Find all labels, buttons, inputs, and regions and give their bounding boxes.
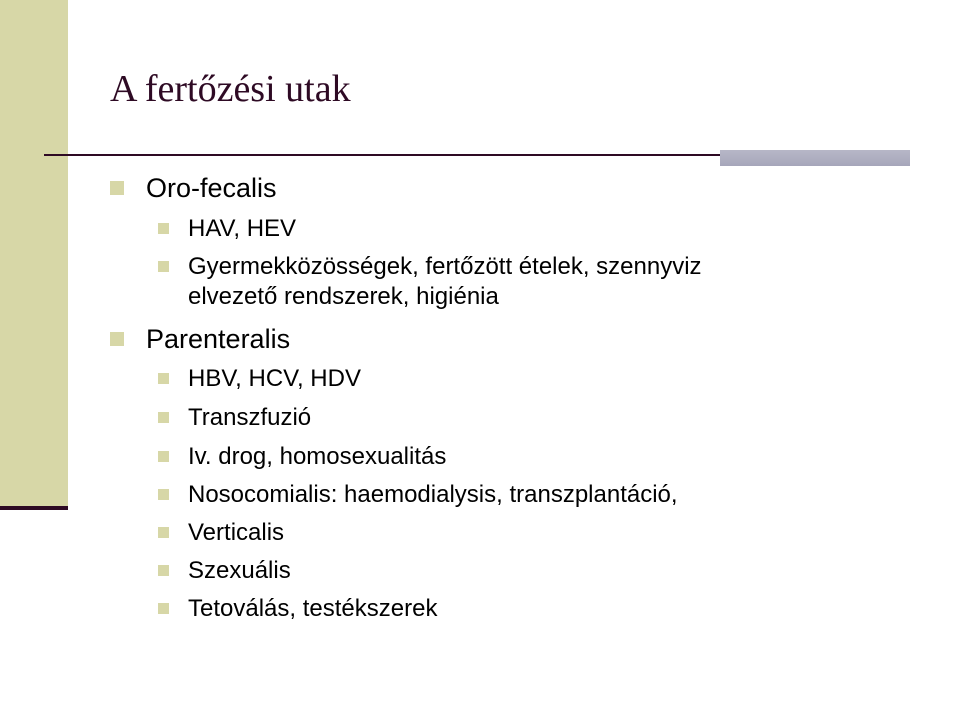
square-bullet-icon [158, 565, 169, 576]
bullet-text: Parenteralis [146, 324, 291, 354]
bullet-text: Iv. drog, homosexualitás [188, 443, 447, 470]
bullet-oro-fecalis [146, 172, 277, 204]
bullet-tetovalas [188, 594, 437, 624]
bullet-transzfuzio [188, 403, 311, 433]
square-bullet-icon [158, 261, 169, 272]
bullet-szexualis [188, 556, 291, 586]
bullet-text-line-1: Gyermekközösségek, fertőzött ételek, szennyviz [188, 253, 702, 280]
square-bullet-icon [158, 603, 169, 614]
bullet-hav-hev [188, 214, 296, 244]
bullet-iv-drog [188, 442, 446, 472]
bullet-text-line-2: elvezető rendszerek, higiénia [188, 283, 499, 310]
bullet-text: HAV, HEV [188, 215, 297, 242]
bullet-nosocomialis [188, 480, 678, 510]
bullet-verticalis [188, 518, 284, 548]
bullet-text: Verticalis [188, 519, 285, 546]
bullet-parenteralis [146, 323, 290, 355]
square-bullet-icon [158, 373, 169, 384]
square-bullet-icon [158, 527, 169, 538]
square-bullet-icon [158, 451, 169, 462]
bullet-text: Szexuális [188, 557, 291, 584]
bullet-text: Transzfuzió [188, 404, 312, 431]
square-bullet-icon [158, 223, 169, 234]
square-bullet-icon [110, 332, 124, 346]
bullet-hbv-hcv-hdv [188, 364, 361, 394]
square-bullet-icon [158, 489, 169, 500]
bullet-text: HBV, HCV, HDV [188, 365, 361, 392]
square-bullet-icon [158, 412, 169, 423]
slide-title: A fertőzési utak [110, 68, 351, 110]
bullet-text: Tetoválás, testékszerek [188, 595, 438, 622]
bullet-text: Oro-fecalis [146, 173, 277, 203]
bullet-gyermekkozossegek [188, 252, 702, 312]
square-bullet-icon [110, 181, 124, 195]
bullet-text: Nosocomialis: haemodialysis, transzplantáció, [188, 481, 678, 508]
